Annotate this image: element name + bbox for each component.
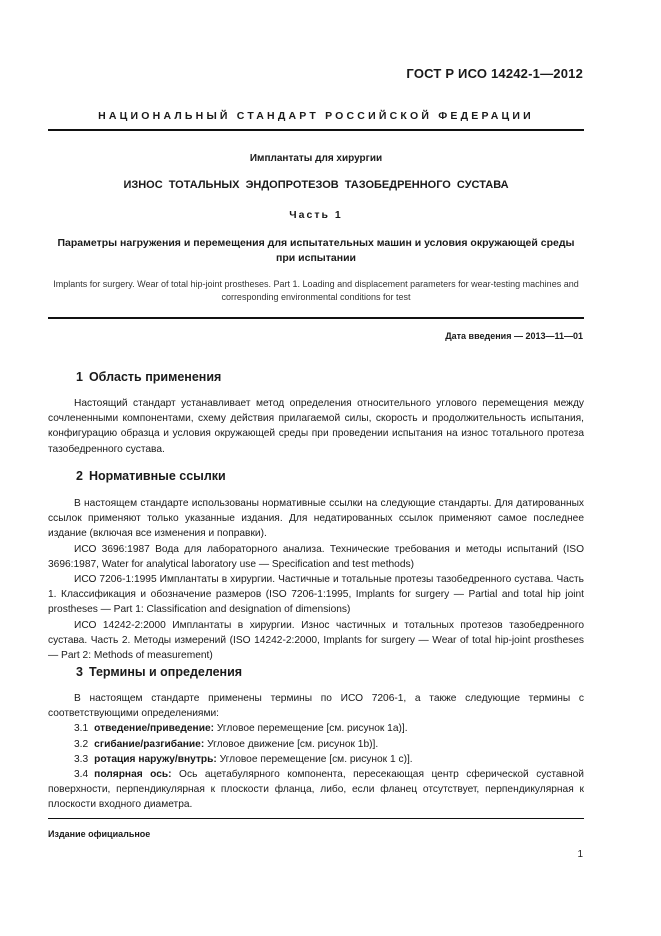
term-entry xyxy=(48,721,584,736)
section-2-body xyxy=(48,496,584,663)
term-definition: Ось ацетабулярного компонента, пересекающая центр сферической суставной поверхности, перпендикулярная к плоскости фланца, либо, если фланец отсутствует, перпендикулярная к плоскости входного диаметра. xyxy=(48,769,584,811)
paragraph: Настоящий стандарт устанавливает метод определения относительного углового перемещения между сочлененными компонентами, схему действия прилагаемой силы, скорость и продолжительность испытания, конфигурацию образца и условия окружающей среды при проведении испытания на износ тотального протеза тазобедренного сустава. xyxy=(48,398,584,455)
term-name: отведение/приведение: xyxy=(94,723,215,735)
term-definition: Угловое перемещение [см. рисунок 1 c)]. xyxy=(216,753,413,765)
term-name: полярная ось: xyxy=(94,769,172,781)
term-name: сгибание/разгибание: xyxy=(94,738,205,750)
top-divider xyxy=(48,129,584,131)
english-title: Implants for surgery. Wear of total hip-joint prostheses. Part 1. Loading and displacement parameters for wear-testing machines and corresponding environmental conditions for test xyxy=(53,279,579,302)
section-number: 2 xyxy=(76,469,83,483)
term-definition: Угловое движение [см. рисунок 1b)]. xyxy=(204,738,379,750)
term-entry xyxy=(48,737,584,752)
section-3-body xyxy=(48,691,584,813)
document-code: ГОСТ Р ИСО 14242-1—2012 xyxy=(406,66,583,81)
paragraph: В настоящем стандарте применены термины по ИСО 7206-1, а также следующие термины с соответствующими определениями: xyxy=(48,693,584,720)
official-edition-label: Издание официальное xyxy=(48,829,151,839)
section-number: 3 xyxy=(76,665,83,679)
section-number: 1 xyxy=(76,370,83,384)
standard-title: ИЗНОС ТОТАЛЬНЫХ ЭНДОПРОТЕЗОВ ТАЗОБЕДРЕННОГО СУСТАВА xyxy=(123,179,509,191)
subject-line: Имплантаты для хирургии xyxy=(249,153,383,164)
title-divider xyxy=(48,317,584,319)
section-1-heading xyxy=(76,370,221,384)
section-3-heading xyxy=(76,665,242,679)
term-number: 3.4 xyxy=(74,769,89,781)
introduction-date: Дата введения — 2013—11—01 xyxy=(445,331,583,341)
paragraph: В настоящем стандарте использованы нормативные ссылки на следующие стандарты. Для датированных ссылок применяют только указанные издания. Для недатированных ссылок применяют самое последнее издание (включая все изменения и поправки). xyxy=(48,498,584,540)
term-entry xyxy=(48,767,584,813)
section-title: Нормативные ссылки xyxy=(88,469,226,483)
reference-item: ИСО 7206-1:1995 Имплантаты в хирургии. Частичные и тотальные протезы тазобедренного сустава. Часть 1. Классификация и обозначение размеров (ISO 7206-1:1995, Implants for surgery — Partial and total hip joint prostheses — Part 1: Classification and designation of dimensions) xyxy=(48,574,584,616)
reference-item: ИСО 3696:1987 Вода для лабораторного анализа. Технические требования и методы испытаний (ISO 3696:1987, Water for analytical laboratory use — Specification and test methods) xyxy=(48,543,584,570)
term-name: ротация наружу/внутрь: xyxy=(94,753,217,765)
section-2-heading xyxy=(76,469,226,483)
term-number: 3.3 xyxy=(74,753,89,765)
section-title: Область применения xyxy=(88,370,222,384)
term-number: 3.1 xyxy=(74,723,89,735)
part-subtitle: Параметры нагружения и перемещения для испытательных машин и условия окружающей среды при испытании xyxy=(57,237,575,264)
term-definition: Угловое перемещение [см. рисунок 1a)]. xyxy=(214,723,408,735)
section-1-body xyxy=(48,396,584,457)
page-number: 1 xyxy=(577,849,583,860)
section-title: Термины и определения xyxy=(88,665,243,679)
term-entry xyxy=(48,752,584,767)
part-label: Часть 1 xyxy=(289,209,343,221)
national-standard-banner: НАЦИОНАЛЬНЫЙ СТАНДАРТ РОССИЙСКОЙ ФЕДЕРАЦИИ xyxy=(98,110,534,122)
footer-divider xyxy=(48,818,584,819)
reference-item: ИСО 14242-2:2000 Имплантаты в хирургии. Износ частичных и тотальных протезов тазобедренного сустава. Часть 2. Методы измерений (ISO 14242-2:2000, Implants for surgery — Wear of total hip-joint prostheses — Part 2: Methods of measurement) xyxy=(48,619,584,662)
term-number: 3.2 xyxy=(74,738,89,750)
